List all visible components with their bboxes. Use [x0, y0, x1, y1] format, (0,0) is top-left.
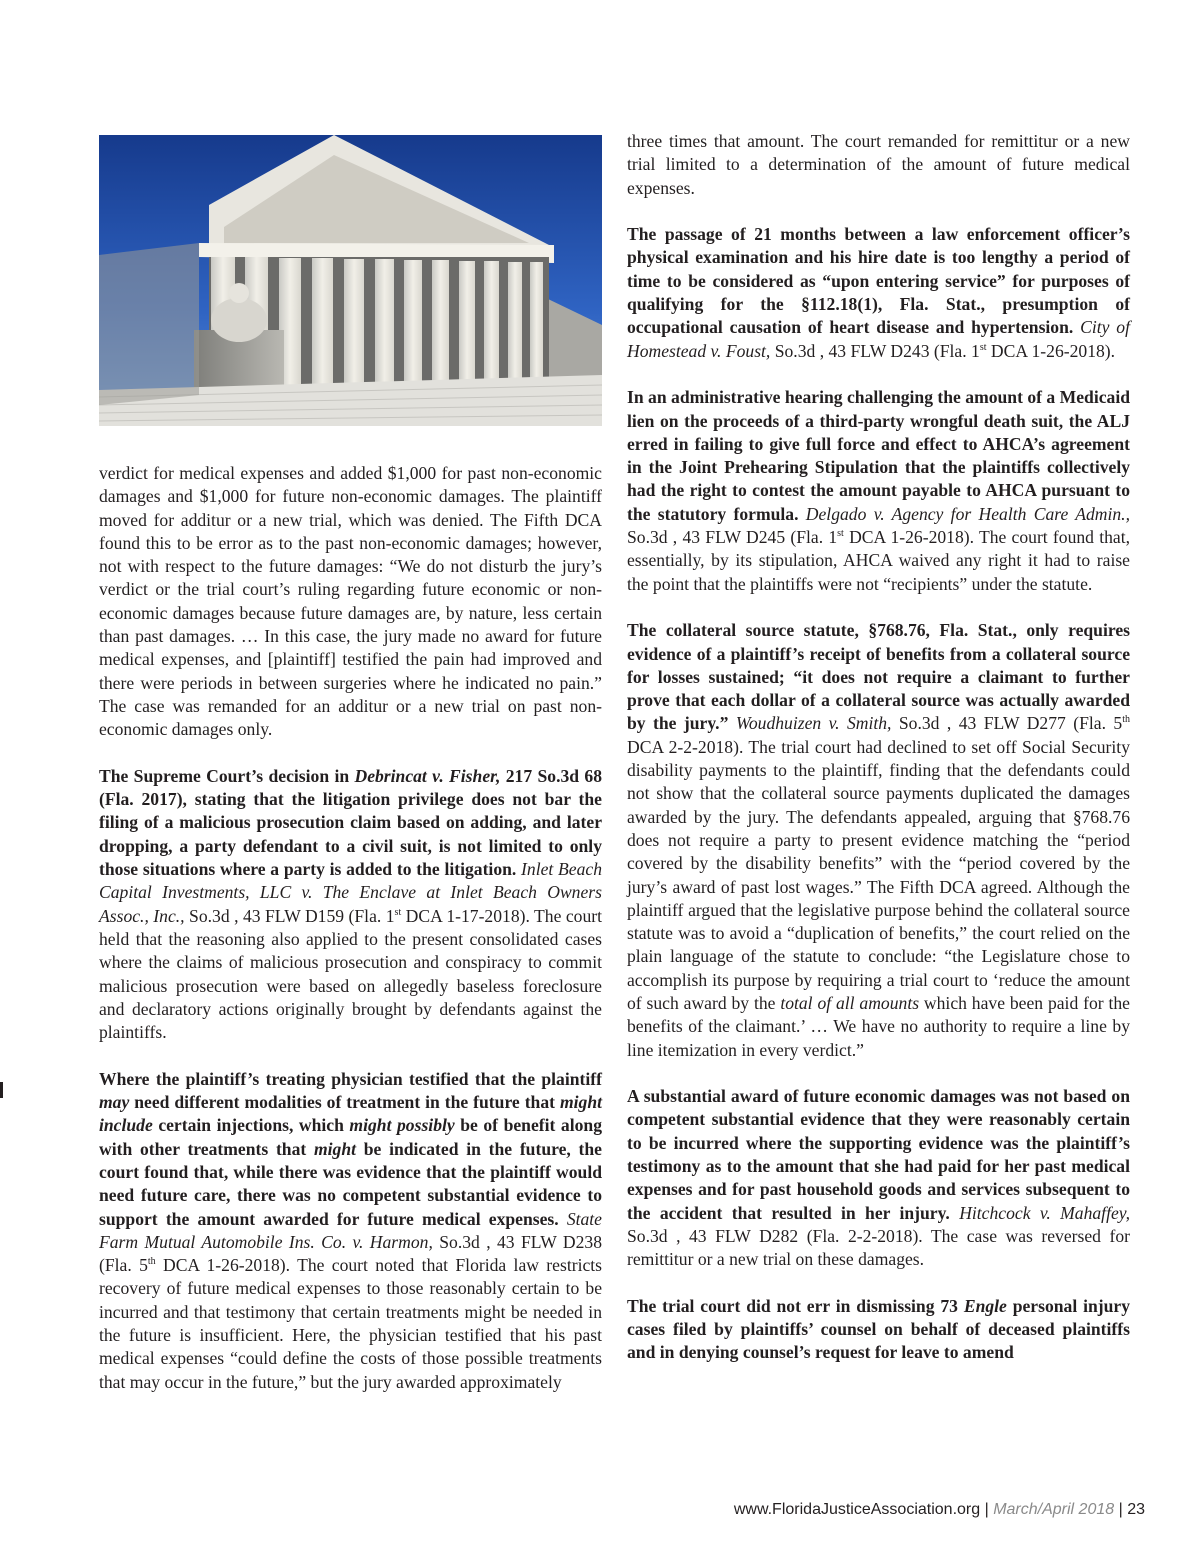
page-edge-mark — [0, 1082, 3, 1098]
right-paragraph-6: The trial court did not err in dismissing 73 Engle personal injury cases filed by plaintiffs’ counsel on behalf of deceased plaintiffs and in denying counsel’s request for leave to amend — [627, 1295, 1130, 1363]
right-paragraph-3: In an administrative hearing challenging the amount of a Medicaid lien on the proceeds of a third-party wrongful death suit, the ALJ erred in failing to give full force and effect to AHCA’s agreement in the Joint Prehearing Stipulation that the plaintiffs collectively had the right to contest the amount payable to AHCA pursuant to the statutory formula. Delgado v. Agency for Health Care Admin., So.3d , 43 FLW D245 (Fla. 1st DCA 1-26-2018). The court found that, essentially, by its stipulation, AHCA waived any right it had to raise the point that the plaintiffs were not “recipients” under the statute. — [627, 387, 1130, 594]
left-paragraph-1: verdict for medical expenses and added $1,000 for past non-economic damages and $1,000 for future non-economic damages. The plaintiff moved for additur or a new trial, which was denied. The Fifth DCA found this to be error as to the past non-economic damages; however, not with respect to the future damages: “We do not disturb the jury’s verdict or the trial court’s ruling regarding future economic or non-economic damages because future damages are, by nature, less certain than past damages. … In this case, the jury made no award for future medical expenses, and [plaintiff] testified the pain had improved and there were periods in between surgeries where he indicated no pain.” The case was remanded for an additur or a new trial on past non-economic damages only. — [99, 463, 602, 740]
left-paragraph-2: The Supreme Court’s decision in Debrincat v. Fisher, 217 So.3d 68 (Fla. 2017), stating that the litigation privilege does not bar the filing of a malicious prosecution claim based on adding, and later dropping, a party defendant to a civil suit, is not limited to only those situations where a party is added to the litigation. Inlet Beach Capital Investments, LLC v. The Enclave at Inlet Beach Owners Assoc., Inc., So.3d , 43 FLW D159 (Fla. 1st DCA 1-17-2018). The court held that the reasoning also applied to the present consolidated cases where the claims of malicious prosecution and conspiracy to commit malicious prosecution were based on allegedly baseless foreclosure and declaratory actions originally brought by defendants against the plaintiffs. — [99, 765, 602, 1043]
right-paragraph-1: three times that amount. The court remanded for remittitur or a new trial limited to a determination of the amount of future medical expenses. — [627, 131, 1130, 198]
page-number: 23 — [1127, 1501, 1145, 1518]
right-paragraph-2: The passage of 21 months between a law enforcement officer’s physical examination and his hire date is too lengthy a period of time to be considered as “upon entering service” for purposes of qualifying for the §112.18(1), Fla. Stat., presumption of occupational causation of heart disease and hypertension. City of Homestead v. Foust, So.3d , 43 FLW D243 (Fla. 1st DCA 1-26-2018). — [627, 224, 1130, 361]
left-paragraph-3: Where the plaintiff’s treating physician testified that the plaintiff may need different modalities of treatment in the future that might include certain injections, which might possibly be of benefit along with other treatments that might be indicated in the future, the court found that, while there was evidence that the plaintiff would need future care, there was no competent substantial evidence to support the amount awarded for future medical expenses. State Farm Mutual Automobile Ins. Co. v. Harmon, So.3d , 43 FLW D238 (Fla. 5th DCA 1-26-2018). The court noted that Florida law restricts recovery of future medical expenses to those reasonably certain to be incurred and that testimony that certain treatments might be needed in the future is insufficient. Here, the physician testified that his past medical expenses “could define the costs of those possible treatments that may occur in the future,” but the jury awarded approximately — [99, 1068, 602, 1392]
footer-issue: March/April 2018 — [993, 1501, 1115, 1518]
right-column — [627, 130, 1130, 1365]
right-paragraph-4: The collateral source statute, §768.76, Fla. Stat., only requires evidence of a plaintiff’s receipt of benefits from a collateral source for losses sustained; “it does not require a claimant to further prove that each dollar of a collateral source was actually awarded by the jury.” Woudhuizen v. Smith, So.3d , 43 FLW D277 (Fla. 5th DCA 2-2-2018). The trial court had declined to set off Social Security disability payments to the plaintiff, finding that the defendants could not show that the collateral source payments duplicated the damages awarded by the jury. The defendants appealed, arguing that §768.76 does not require a party to present evidence matching the “period covered by the disability benefits” with the “period covered by the jury’s award of past lost wages.” The Fifth DCA agreed. Although the plaintiff argued that the legislative purpose behind the collateral source statute was to avoid a “duplication of benefits,” the court relied on the plain language of the statute to conclude: “the Legislature chose to accomplish its purpose by requiring a trial court to ‘reduce the amount of such award by the total of all amounts which have been paid for the benefits of the claimant.’ … We have no authority to require a line by line itemization in every verdict.” — [627, 620, 1130, 1060]
right-paragraph-5: A substantial award of future economic damages was not based on competent substantial evidence that they were reasonably certain to be incurred where the supporting evidence was the plaintiff’s testimony as to the amount that she had paid for her past medical expenses and for past household goods and services subsequent to the accident that resulted in her injury. Hitchcock v. Mahaffey, So.3d , 43 FLW D282 (Fla. 2-2-2018). The case was reversed for remittitur or a new trial on these damages. — [627, 1086, 1131, 1270]
left-column — [99, 462, 602, 1394]
supreme-court-photo — [99, 135, 602, 426]
page-footer: www.FloridaJusticeAssociation.org | March/April 2018 | 23 — [733, 1501, 1145, 1518]
footer-website-link[interactable]: www.FloridaJusticeAssociation.org — [733, 1501, 981, 1518]
